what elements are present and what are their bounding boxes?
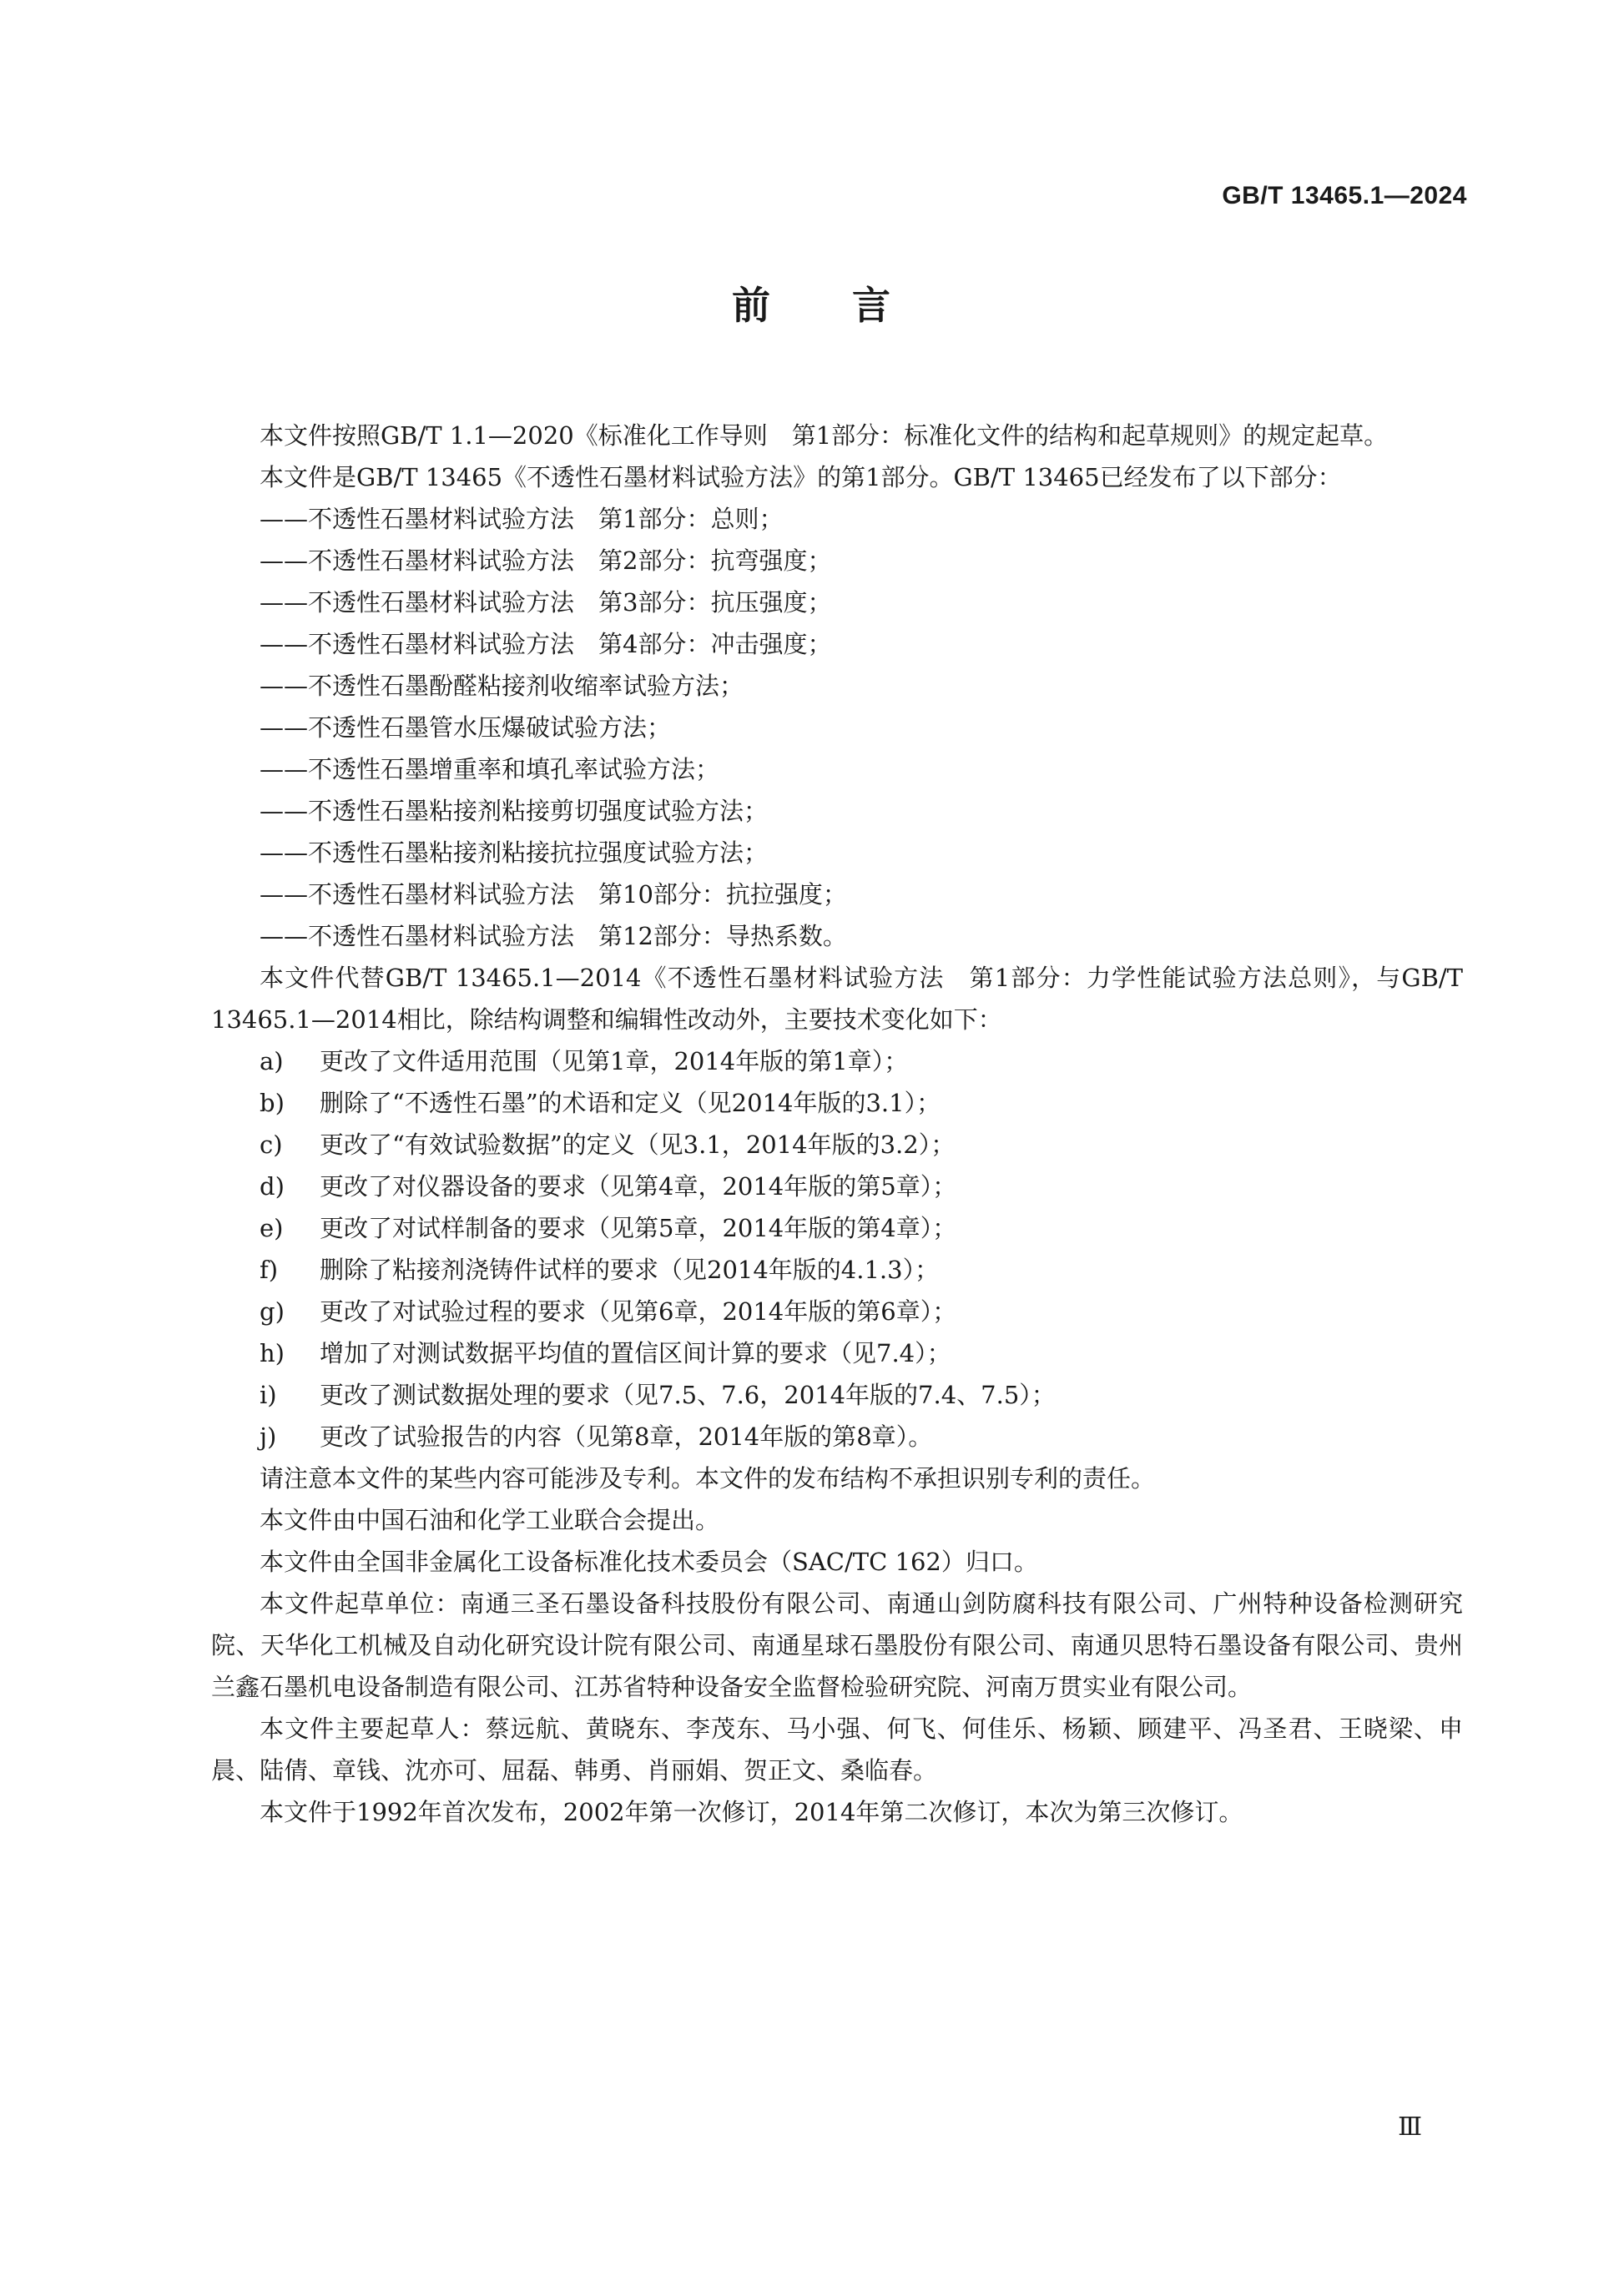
change-text: 更改了对仪器设备的要求（见第4章，2014年版的第5章）； [320,1172,957,1201]
change-item [211,1416,1463,1458]
change-item [211,1124,1463,1166]
change-marker: i) [260,1381,277,1409]
change-marker: f) [260,1256,279,1284]
intro-paragraph-1: 本文件按照GB/T 1.1—2020《标准化工作导则 第1部分：标准化文件的结构和起草规则》的规定起草。 [260,421,1389,450]
change-marker: g) [260,1297,285,1326]
list-item: ——不透性石墨酚醛粘接剂收缩率试验方法； [260,672,744,700]
list-item: ——不透性石墨增重率和填孔率试验方法； [260,755,720,783]
change-text: 更改了对试样制备的要求（见第5章，2014年版的第4章）； [320,1214,957,1242]
list-item: ——不透性石墨管水压爆破试验方法； [260,713,672,742]
change-marker: d) [260,1172,285,1201]
proposer-statement: 本文件由中国石油和化学工业联合会提出。 [260,1506,720,1534]
drafters: 本文件主要起草人：蔡远航、黄晓东、李茂东、马小强、何飞、何佳乐、杨颖、顾建平、冯圣君、王晓梁、申晨、陆倩、章钱、沈亦可、屈磊、韩勇、肖丽娟、贺正文、桑临春。 [211,1714,1463,1785]
change-text: 删除了粘接剂浇铸件试样的要求（见2014年版的4.1.3）； [320,1256,940,1284]
change-item [211,1249,1463,1291]
change-text: 删除了“不透性石墨”的术语和定义（见2014年版的3.1）； [320,1089,941,1117]
change-marker: h) [260,1339,285,1367]
change-marker: b) [260,1089,285,1117]
change-item [211,1332,1463,1374]
change-item [211,1082,1463,1124]
change-marker: c) [260,1130,283,1159]
change-marker: a) [260,1047,284,1075]
title-char-1: 前 [732,283,772,328]
list-item: ——不透性石墨材料试验方法 第4部分：冲击强度； [260,630,832,658]
foreword-body [211,415,1463,1833]
change-text: 增加了对测试数据平均值的置信区间计算的要求（见7.4）； [320,1339,951,1367]
list-item: ——不透性石墨粘接剂粘接剪切强度试验方法； [260,797,769,825]
parts-list [211,498,1463,957]
list-item: ——不透性石墨材料试验方法 第1部分：总则； [260,505,784,533]
centralizer-statement: 本文件由全国非金属化工设备标准化技术委员会（SAC/TC 162）归口。 [260,1548,1038,1576]
change-item [211,1374,1463,1416]
change-text: 更改了测试数据处理的要求（见7.5、7.6，2014年版的7.4、7.5）； [320,1381,1056,1409]
drafting-units: 本文件起草单位：南通三圣石墨设备科技股份有限公司、南通山剑防腐科技有限公司、广州特种设备检测研究院、天华化工机械及自动化研究设计院有限公司、南通星球石墨股份有限公司、南通贝思特石墨设备有限公司、贵州兰鑫石墨机电设备制造有限公司、江苏省特种设备安全监督检验研究院、河南万贯实业有限公司。 [211,1589,1463,1701]
page-title [0,275,1624,330]
change-text: 更改了对试验过程的要求（见第6章，2014年版的第6章）； [320,1297,957,1326]
changes-list [211,1040,1463,1458]
change-item [211,1207,1463,1249]
patent-notice: 请注意本文件的某些内容可能涉及专利。本文件的发布结构不承担识别专利的责任。 [260,1464,1156,1493]
change-item [211,1166,1463,1207]
change-item [211,1040,1463,1082]
list-item: ——不透性石墨材料试验方法 第10部分：抗拉强度； [260,880,847,909]
page-number: Ⅲ [1398,2112,1422,2142]
publication-history: 本文件于1992年首次发布，2002年第一次修订，2014年第二次修订，本次为第三次修订。 [260,1798,1243,1826]
list-item: ——不透性石墨材料试验方法 第3部分：抗压强度； [260,588,832,617]
change-text: 更改了“有效试验数据”的定义（见3.1，2014年版的3.2）； [320,1130,956,1159]
change-text: 更改了文件适用范围（见第1章，2014年版的第1章）； [320,1047,909,1075]
replacement-paragraph: 本文件代替GB/T 13465.1—2014《不透性石墨材料试验方法 第1部分：力学性能试验方法总则》，与GB/T 13465.1—2014相比，除结构调整和编辑性改动外，主要技术变化如下： [211,964,1463,1034]
list-item: ——不透性石墨粘接剂粘接抗拉强度试验方法； [260,838,769,867]
change-marker: e) [260,1214,284,1242]
list-item: ——不透性石墨材料试验方法 第12部分：导热系数。 [260,922,847,950]
change-item [211,1291,1463,1332]
standard-number: GB/T 13465.1—2024 [1222,182,1467,209]
change-text: 更改了试验报告的内容（见第8章，2014年版的第8章）。 [320,1422,933,1451]
list-item: ——不透性石墨材料试验方法 第2部分：抗弯强度； [260,546,832,575]
intro-paragraph-2: 本文件是GB/T 13465《不透性石墨材料试验方法》的第1部分。GB/T 13465已经发布了以下部分： [260,463,1342,491]
change-marker: j) [260,1422,277,1451]
title-char-2: 言 [852,283,892,328]
